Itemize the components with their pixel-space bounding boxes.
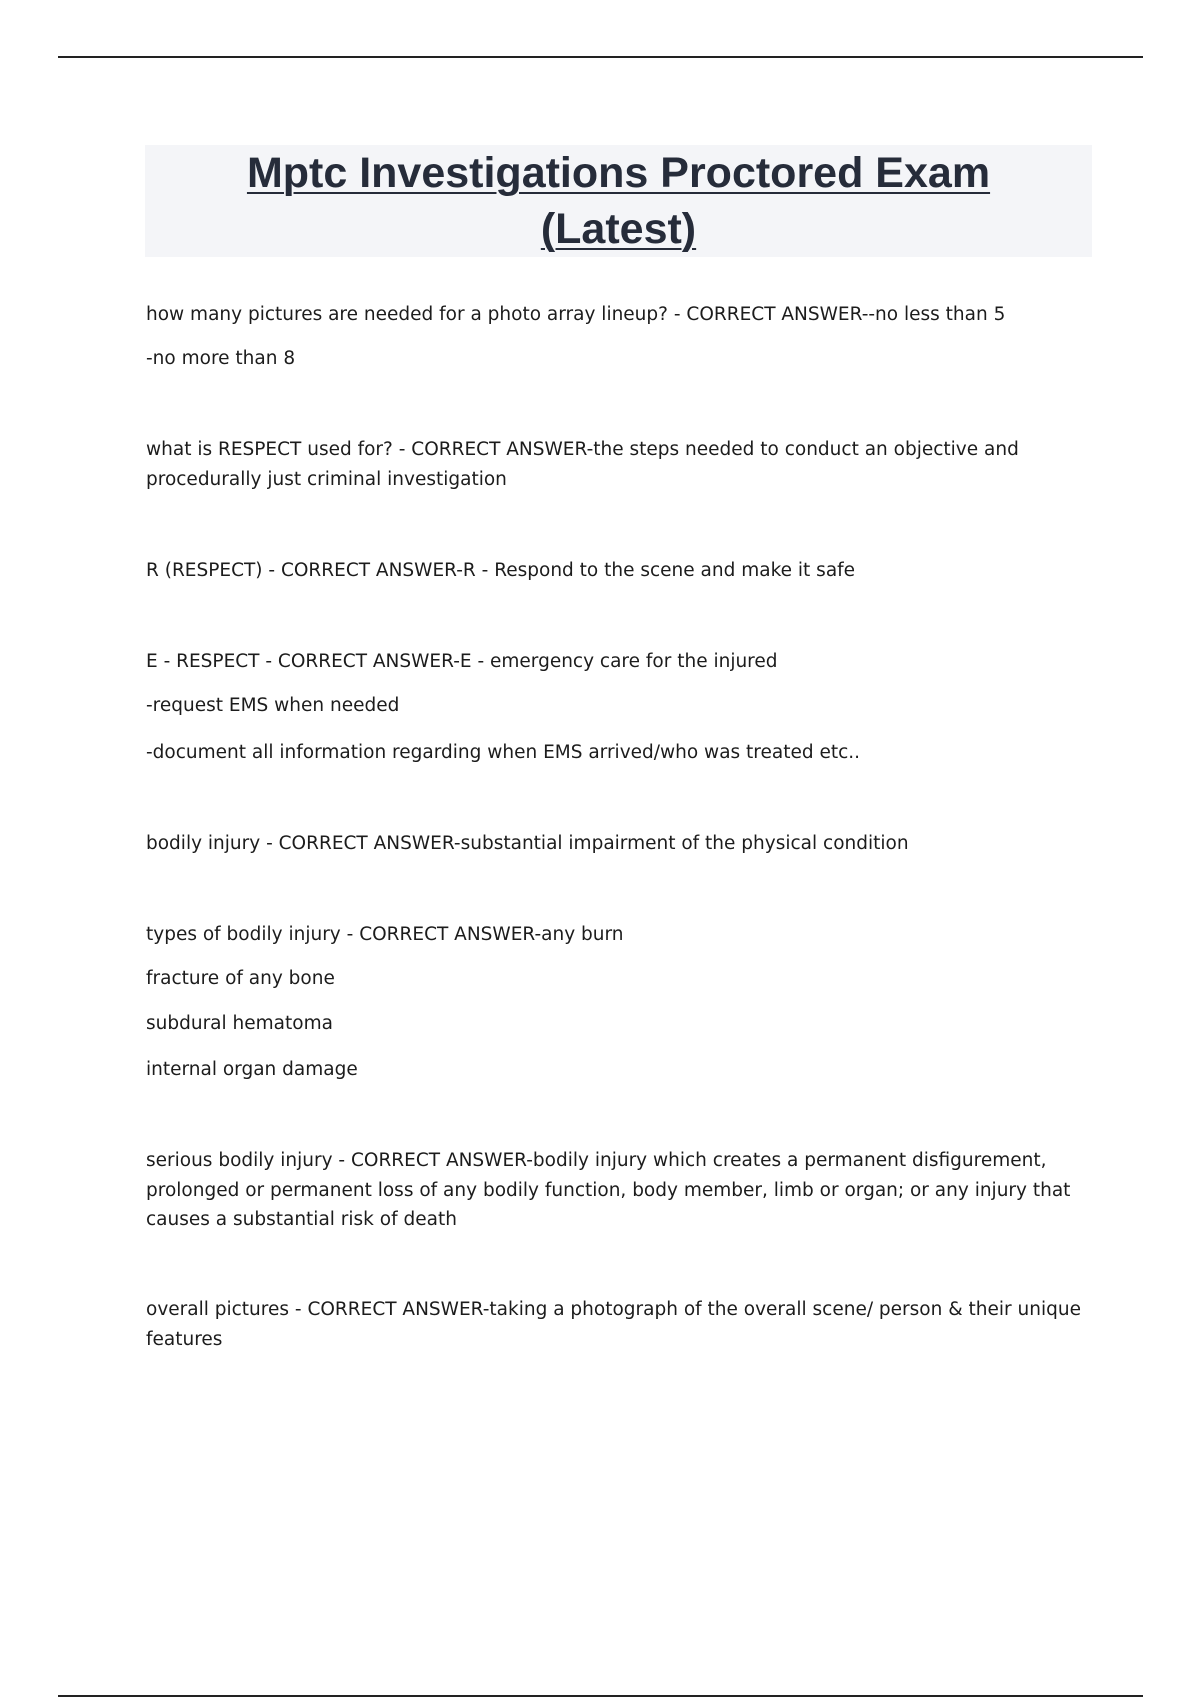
- qa-line: overall pictures - CORRECT ANSWER-taking a photograph of the overall scene/ person & their unique: [146, 1299, 1081, 1320]
- bottom-rule: [58, 1695, 1143, 1697]
- qa-line: R (RESPECT) - CORRECT ANSWER-R - Respond to the scene and make it safe: [146, 560, 856, 581]
- qa-line: causes a substantial risk of death: [146, 1209, 457, 1230]
- qa-line: subdural hematoma: [146, 1013, 333, 1034]
- qa-line: how many pictures are needed for a photo array lineup? - CORRECT ANSWER--no less than 5: [146, 304, 1006, 325]
- page-title-line-1: Mptc Investigations Proctored Exam: [246, 149, 991, 197]
- page-title-line-2: (Latest): [540, 205, 697, 253]
- qa-line: procedurally just criminal investigation: [146, 469, 507, 490]
- qa-line: -request EMS when needed: [146, 695, 400, 716]
- qa-line: prolonged or permanent loss of any bodily function, body member, limb or organ; or any injury that: [146, 1180, 1071, 1201]
- qa-line: fracture of any bone: [146, 968, 335, 989]
- qa-line: -document all information regarding when EMS arrived/who was treated etc..: [146, 742, 861, 763]
- qa-line: types of bodily injury - CORRECT ANSWER-any burn: [146, 924, 624, 945]
- qa-line: bodily injury - CORRECT ANSWER-substantial impairment of the physical condition: [146, 833, 909, 854]
- qa-line: what is RESPECT used for? - CORRECT ANSWER-the steps needed to conduct an objective and: [146, 439, 1019, 460]
- qa-line: serious bodily injury - CORRECT ANSWER-bodily injury which creates a permanent disfigurement,: [146, 1150, 1047, 1171]
- qa-line: E - RESPECT - CORRECT ANSWER-E - emergency care for the injured: [146, 651, 778, 672]
- qa-line: features: [146, 1329, 223, 1350]
- qa-line: -no more than 8: [146, 348, 296, 369]
- title-block: [145, 145, 1092, 257]
- top-rule: [58, 56, 1143, 58]
- qa-line: internal organ damage: [146, 1059, 358, 1080]
